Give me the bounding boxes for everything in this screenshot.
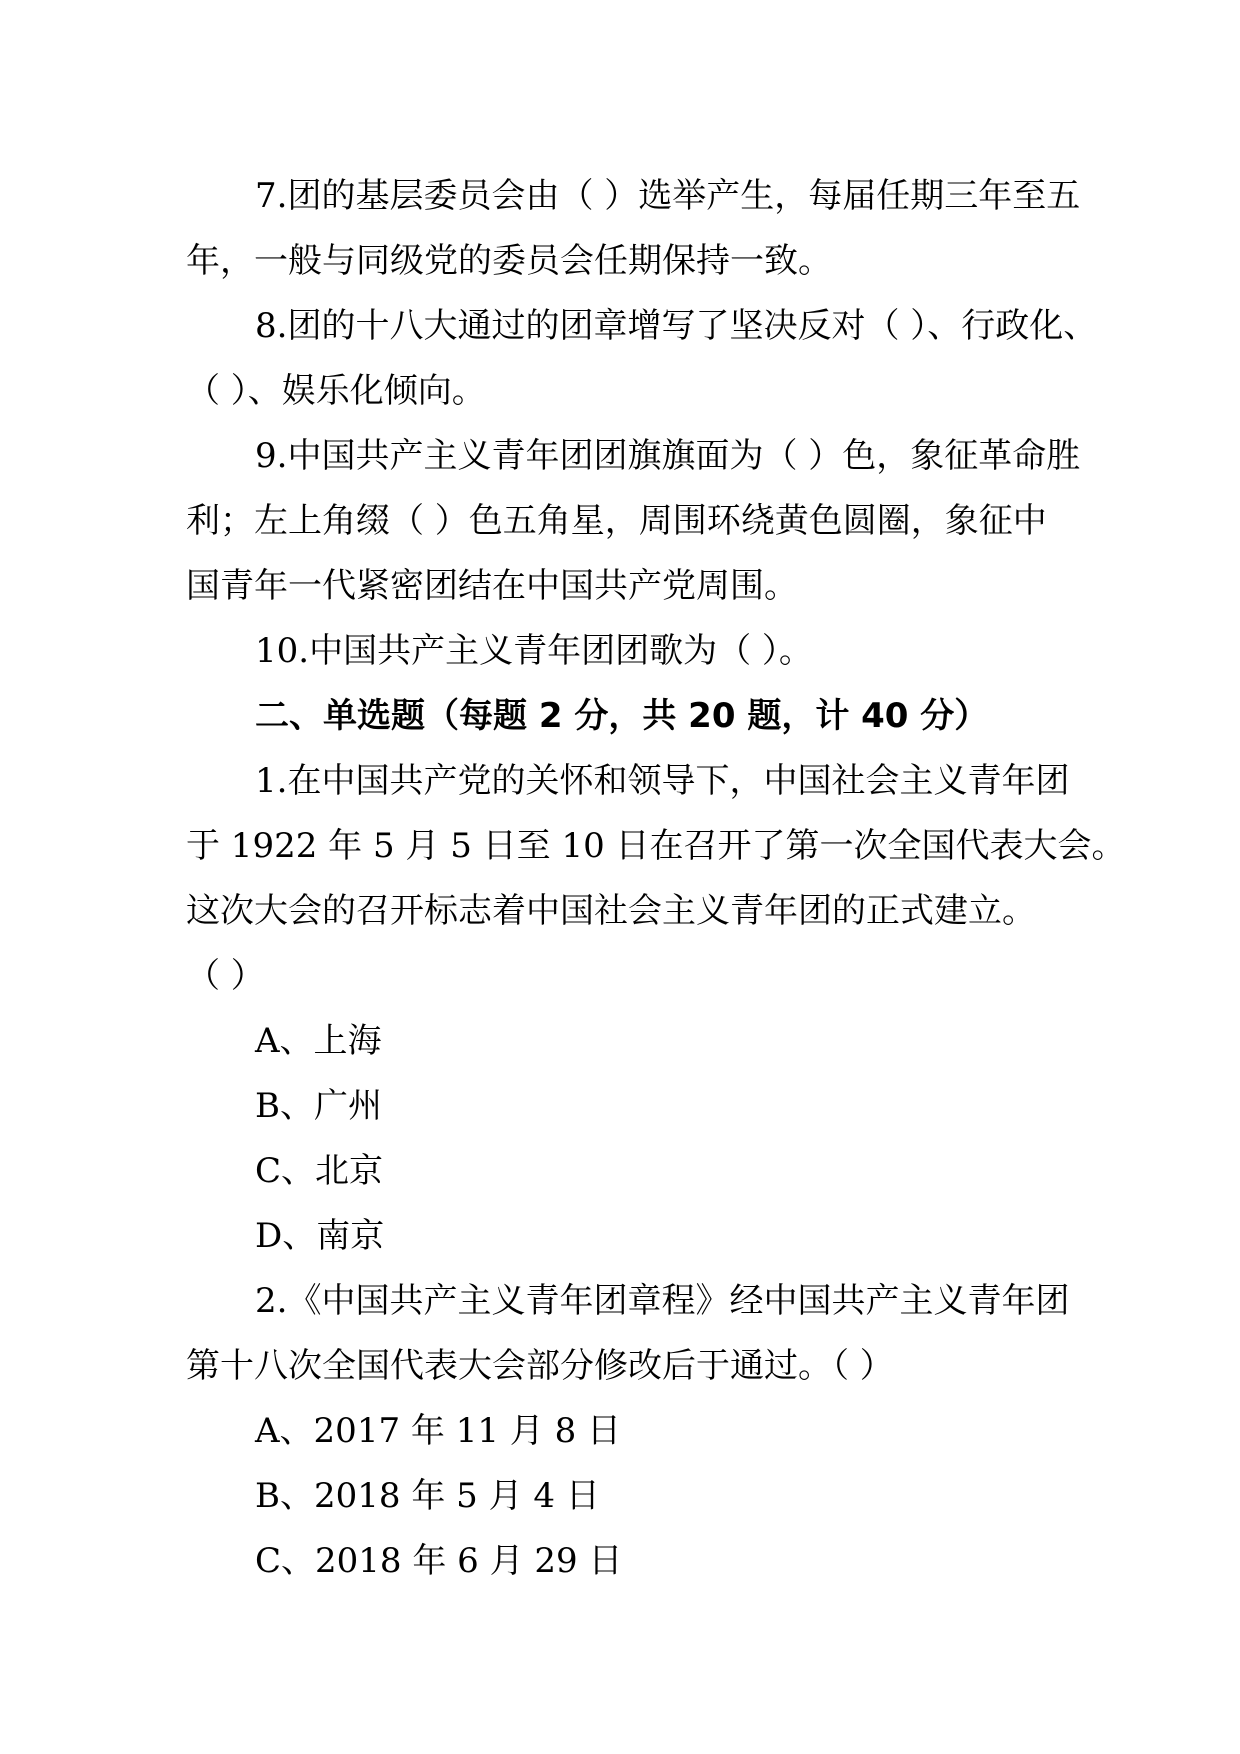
question-7-line-2: 年，一般与同级党的委员会任期保持一致。 <box>186 241 832 281</box>
mc-question-1-line-1: 1.在中国共产党的关怀和领导下，中国社会主义青年团 <box>255 761 1070 801</box>
question-9-line-2: 利；左上角缀（ ）色五角星，周围环绕黄色圆圈，象征中 <box>186 501 1047 541</box>
mc-question-1-option-b: B、广州 <box>255 1086 382 1126</box>
question-9-line-1: 9.中国共产主义青年团团旗旗面为（ ）色，象征革命胜 <box>255 436 1081 476</box>
mc-question-1-option-d: D、南京 <box>255 1216 385 1256</box>
question-7-line-1: 7.团的基层委员会由（ ）选举产生，每届任期三年至五 <box>255 176 1081 216</box>
document-body <box>186 164 1126 1594</box>
section-heading: 二、单选题（每题 2 分，共 20 题，计 40 分） <box>255 696 989 736</box>
question-8-line-1: 8.团的十八大通过的团章增写了坚决反对（ ）、行政化、 <box>255 306 1098 346</box>
question-9-line-3: 国青年一代紧密团结在中国共产党周围。 <box>186 566 798 606</box>
mc-question-1-line-2: 于 1922 年 5 月 5 日至 10 日在召开了第一次全国代表大会。 <box>186 826 1126 866</box>
mc-question-1-option-a: A、上海 <box>255 1021 382 1061</box>
mc-question-2-line-2: 第十八次全国代表大会部分修改后于通过。（ ） <box>186 1346 894 1386</box>
mc-question-2-option-a: A、2017 年 11 月 8 日 <box>255 1411 622 1451</box>
question-10-line-1: 10.中国共产主义青年团团歌为（ ）。 <box>255 631 813 671</box>
mc-question-1-option-c: C、北京 <box>255 1151 384 1191</box>
question-8-line-2: （ ）、娱乐化倾向。 <box>186 371 486 411</box>
mc-question-2-line-1: 2.《中国共产主义青年团章程》经中国共产主义青年团 <box>255 1281 1070 1321</box>
mc-question-1-answer-blank: （ ） <box>186 956 265 996</box>
mc-question-1-line-3: 这次大会的召开标志着中国社会主义青年团的正式建立。 <box>186 891 1036 931</box>
mc-question-2-option-c: C、2018 年 6 月 29 日 <box>255 1541 623 1581</box>
mc-question-2-option-b: B、2018 年 5 月 4 日 <box>255 1476 600 1516</box>
